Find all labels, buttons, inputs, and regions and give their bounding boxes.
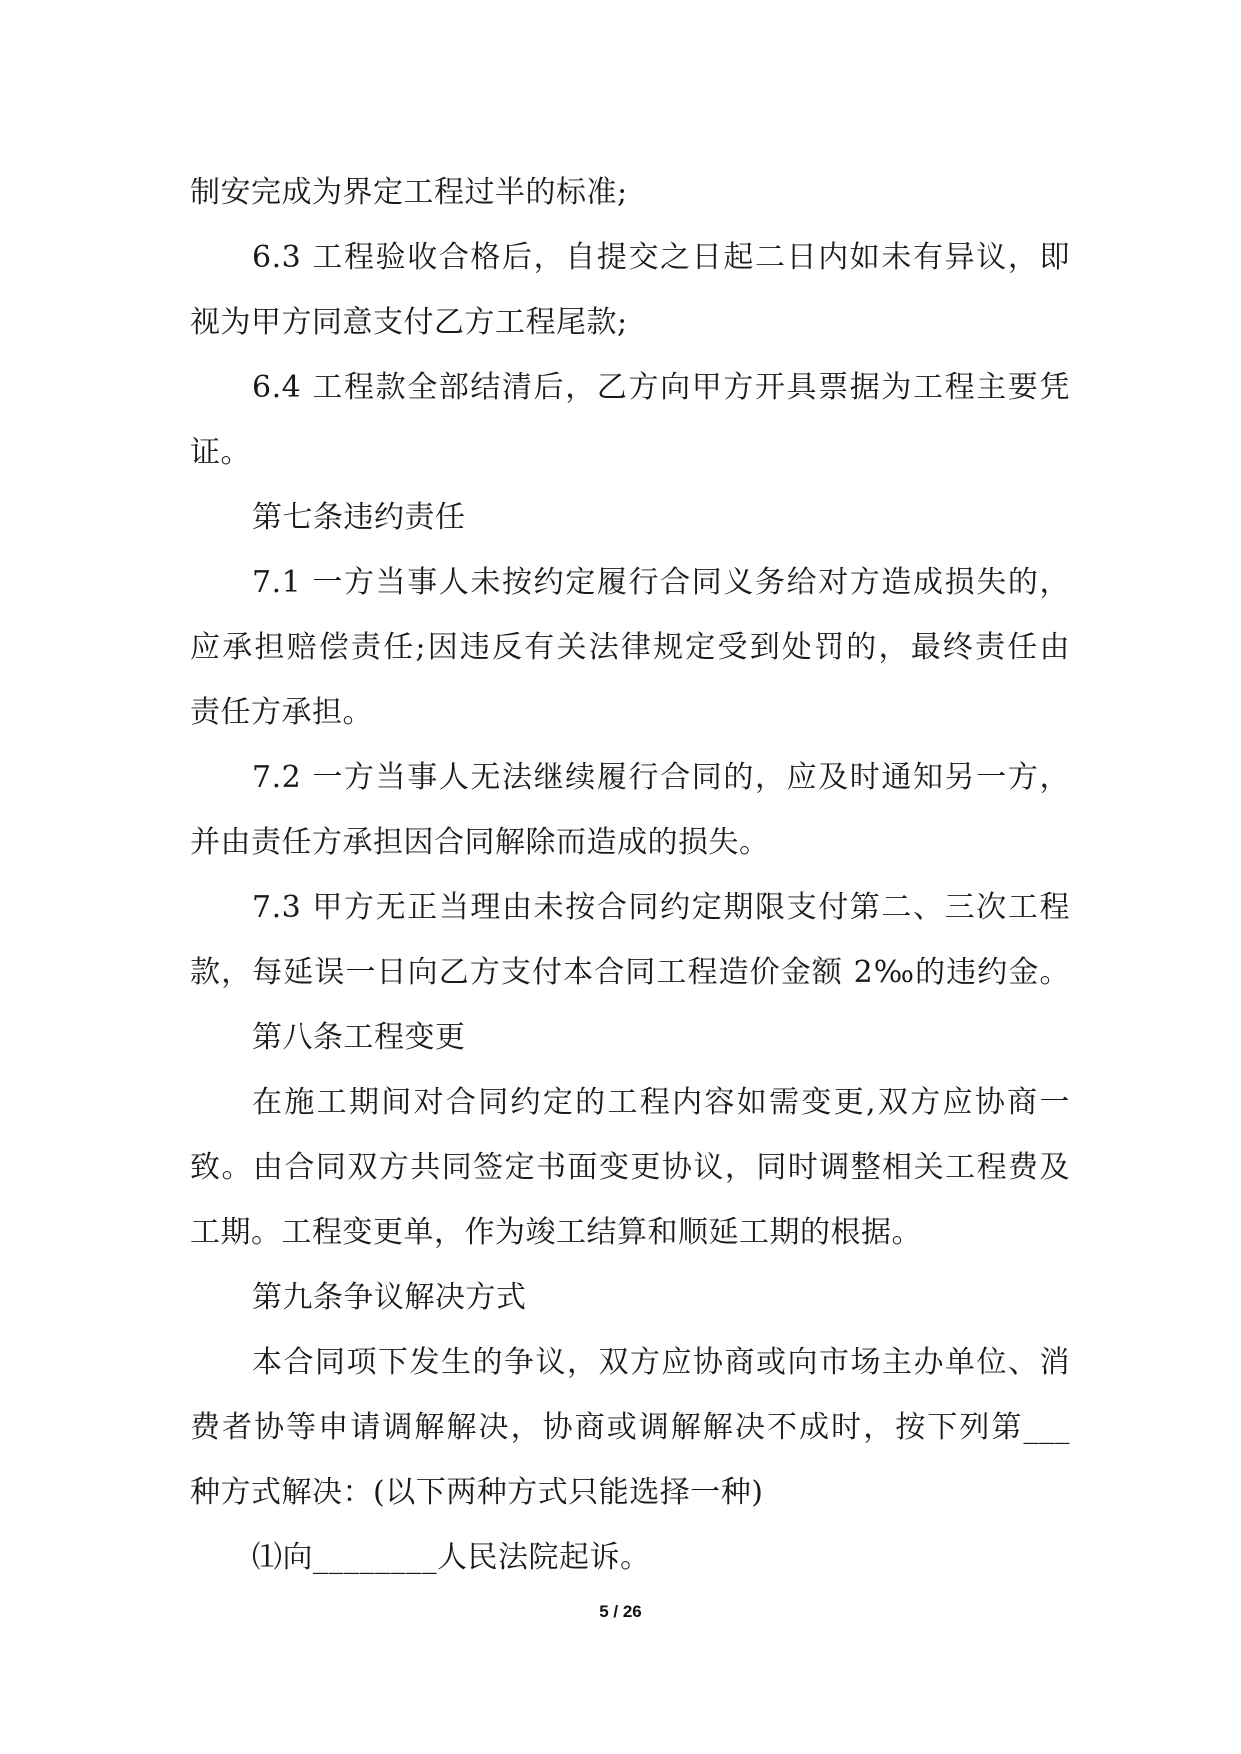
paragraph-line: 本合同项下发生的争议，双方应协商或向市场主办单位、消 xyxy=(252,1345,1070,1380)
paragraph-line: ⑴向________人民法院起诉。 xyxy=(252,1540,651,1575)
paragraph-line: 应承担赔偿责任;因违反有关法律规定受到处罚的，最终责任由 xyxy=(190,630,1070,665)
paragraph-line: 在施工期间对合同约定的工程内容如需变更,双方应协商一 xyxy=(252,1085,1070,1120)
section-heading: 第七条违约责任 xyxy=(252,500,466,535)
section-heading: 第九条争议解决方式 xyxy=(252,1280,527,1315)
paragraph-line: 责任方承担。 xyxy=(190,695,373,730)
paragraph-line: 7.3 甲方无正当理由未按合同约定期限支付第二、三次工程 xyxy=(252,890,1070,925)
paragraph-line: 制安完成为界定工程过半的标准; xyxy=(190,175,628,210)
paragraph-line: 6.3 工程验收合格后，自提交之日起二日内如未有异议，即 xyxy=(252,240,1070,275)
paragraph-line: 致。由合同双方共同签定书面变更协议，同时调整相关工程费及 xyxy=(190,1150,1070,1185)
paragraph-line: 视为甲方同意支付乙方工程尾款; xyxy=(190,305,628,340)
paragraph-line: 款，每延误一日向乙方支付本合同工程造价金额 2‰的违约金。 xyxy=(190,955,1070,990)
document-body xyxy=(190,160,1070,1590)
paragraph-line: 7.1 一方当事人未按约定履行合同义务给对方造成损失的， xyxy=(252,565,1070,600)
paragraph-line: 7.2 一方当事人无法继续履行合同的，应及时通知另一方， xyxy=(252,760,1070,795)
paragraph-line: 种方式解决：(以下两种方式只能选择一种) xyxy=(190,1475,764,1510)
paragraph-line: 工期。工程变更单，作为竣工结算和顺延工期的根据。 xyxy=(190,1215,922,1250)
paragraph-line: 费者协等申请调解解决，协商或调解解决不成时，按下列第___ xyxy=(190,1410,1070,1445)
paragraph-line: 证。 xyxy=(190,435,251,470)
paragraph-line: 6.4 工程款全部结清后，乙方向甲方开具票据为工程主要凭 xyxy=(252,370,1070,405)
page-number: 5 / 26 xyxy=(599,1602,642,1621)
section-heading: 第八条工程变更 xyxy=(252,1020,466,1055)
paragraph-line: 并由责任方承担因合同解除而造成的损失。 xyxy=(190,825,770,860)
